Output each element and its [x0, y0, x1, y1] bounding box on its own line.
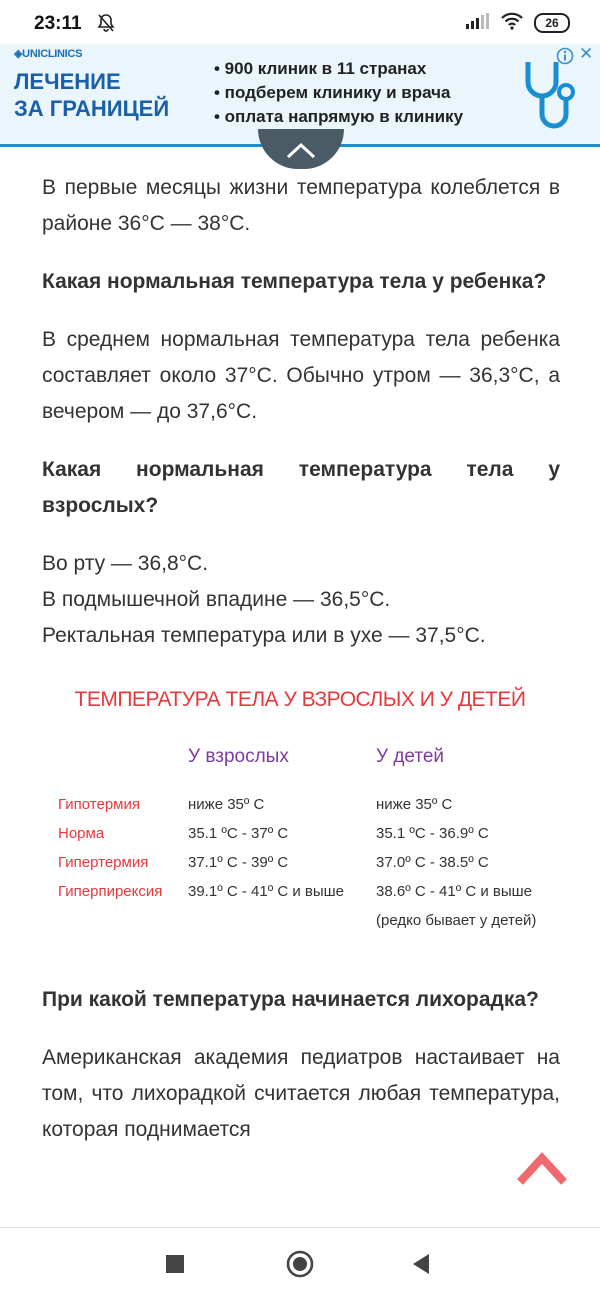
system-navigation-bar: [0, 1227, 600, 1300]
collapse-ad-button[interactable]: [258, 129, 344, 169]
recent-apps-button[interactable]: [166, 1255, 184, 1278]
ad-title: ЛЕЧЕНИЕ ЗА ГРАНИЦЕЙ: [14, 69, 170, 121]
chevron-up-icon: [258, 129, 344, 169]
home-button[interactable]: [286, 1250, 314, 1283]
cell-children: ниже 35º С: [376, 796, 453, 813]
ad-bullet: • подберем клинику и врача: [214, 83, 451, 102]
article-paragraph: Во рту — 36,8°С. В подмышечной впадине — 36,5°С. Ректальная температура или в ухе — 37,5°С.: [42, 552, 486, 647]
row-label: Гипотермия: [58, 796, 140, 813]
back-button[interactable]: [412, 1254, 430, 1279]
ad-brand-logo: ◈UNICLINICS: [14, 48, 83, 60]
article-content: [42, 170, 560, 1148]
column-header-children: У детей: [376, 746, 445, 767]
cell-children: 37.0º С - 38.5º С: [376, 854, 489, 871]
row-label: Гиперпирексия: [58, 883, 163, 900]
status-icons: [466, 10, 570, 36]
home-circle-icon: [286, 1250, 314, 1278]
ad-bullets: [214, 57, 463, 129]
row-label: Гипертермия: [58, 854, 149, 871]
chevron-up-icon: [514, 1148, 570, 1188]
cell-adults: 35.1 ºС - 37º С: [188, 825, 289, 842]
wifi-icon: [500, 12, 524, 35]
ad-bullet: • 900 клиник в 11 странах: [214, 59, 427, 78]
status-bar: [0, 0, 600, 44]
notifications-off-icon: [96, 13, 116, 38]
cell-adults: ниже 35º С: [188, 796, 265, 813]
cell-adults: 37.1º С - 39º С: [188, 854, 289, 871]
infographic-note: (редко бывает у детей): [376, 912, 537, 929]
square-icon: [166, 1255, 184, 1273]
article-question-heading: Какая нормальная температура тела у ребенка?: [42, 270, 547, 293]
signal-icon: [466, 13, 490, 34]
article-paragraph: В первые месяцы жизни температура колеблется в районе 36°С — 38°С.: [42, 176, 560, 235]
logo-icon: ◈: [14, 48, 23, 60]
cell-adults: 39.1º С - 41º С и выше: [188, 883, 345, 900]
column-header-adults: У взрослых: [188, 746, 289, 767]
article-question-heading: Какая нормальная температура тела у взрослых?: [42, 458, 560, 517]
temperature-infographic: [0, 674, 600, 952]
cell-children: 35.1 ºС - 36.9º С: [376, 825, 489, 842]
status-time: 23:11: [34, 13, 82, 34]
ad-close-icon[interactable]: ✕: [579, 44, 594, 63]
article-paragraph: В среднем нормальная температура тела ребенка составляет около 37°С. Обычно утром — 36,3°С, а вечером — до 37,6°С.: [42, 328, 560, 423]
article-question-heading: При какой температура начинается лихорадка?: [42, 988, 539, 1011]
cell-children: 38.6º С - 41º С и выше: [376, 883, 533, 900]
back-triangle-icon: [412, 1254, 430, 1274]
article-paragraph: Американская академия педиатров настаивает на том, что лихорадкой считается любая температура, которая поднимается: [42, 1046, 560, 1141]
scroll-to-top-button[interactable]: [514, 1148, 570, 1193]
infographic-title: ТЕМПЕРАТУРА ТЕЛА У ВЗРОСЛЫХ И У ДЕТЕЙ: [74, 688, 526, 711]
row-label: Норма: [58, 825, 105, 842]
ad-info-icon[interactable]: [556, 47, 574, 70]
ad-bullet: • оплата напрямую в клинику: [214, 107, 464, 126]
battery-indicator: 26: [534, 13, 570, 33]
